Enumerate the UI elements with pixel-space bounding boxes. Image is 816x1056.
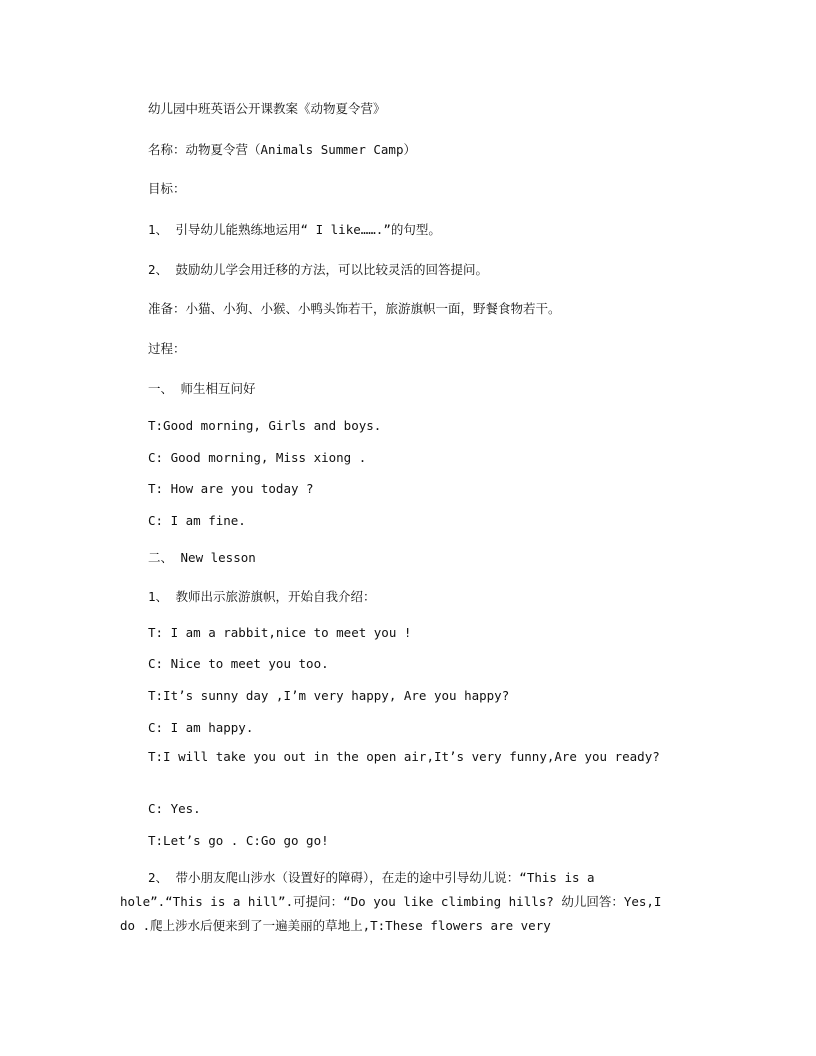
document-title: 幼儿园中班英语公开课教案《动物夏令营》 [148,101,386,116]
dialog-paragraph [120,747,680,766]
section-heading-1: 一、 师生相互问好 [148,381,256,396]
step-2-paragraph [120,866,680,938]
dialog-line: T: How are you today ? [148,481,314,496]
step-2-text: 2、 带小朋友爬山涉水（设置好的障碍），在走的途中引导幼儿说：“This is a hole”.“This is a hill”.可提问：“Do you like climbing hills? 幼儿回答：Yes,I do .爬上涉水后便来到了一遍美丽的草地上,T:These flowers are very [120,870,662,933]
process-label: 过程： [148,341,186,356]
section-heading-2: 二、 New lesson [148,550,256,565]
dialog-line: T:Let’s go . C:Go go go! [148,833,329,848]
dialog-line: C: Yes. [148,801,201,816]
dialog-line: T:It’s sunny day ,I’m very happy, Are you happy? [148,688,510,703]
step-1: 1、 教师出示旅游旗帜，开始自我介绍： [148,589,376,604]
dialog-line: C: I am happy. [148,720,254,735]
dialog-line: C: I am fine. [148,513,246,528]
preparation-line: 准备：小猫、小狗、小猴、小鸭头饰若干，旅游旗帜一面，野餐食物若干。 [148,301,561,316]
name-line: 名称：动物夏令营（Animals Summer Camp） [148,142,416,157]
goal-label: 目标： [148,181,186,196]
dialog-line: T:Good morning, Girls and boys. [148,418,382,433]
dialog-line: T: I am a rabbit,nice to meet you ! [148,625,412,640]
dialog-line: C: Nice to meet you too. [148,656,329,671]
goal-item-1: 1、 引导幼儿能熟练地运用“ I like…….”的句型。 [148,222,441,237]
dialog-paragraph-text: T:I will take you out in the open air,It’s very funny,Are you ready? [148,749,660,764]
dialog-line: C: Good morning, Miss xiong . [148,450,367,465]
goal-item-2: 2、 鼓励幼儿学会用迁移的方法，可以比较灵活的回答提问。 [148,262,489,277]
